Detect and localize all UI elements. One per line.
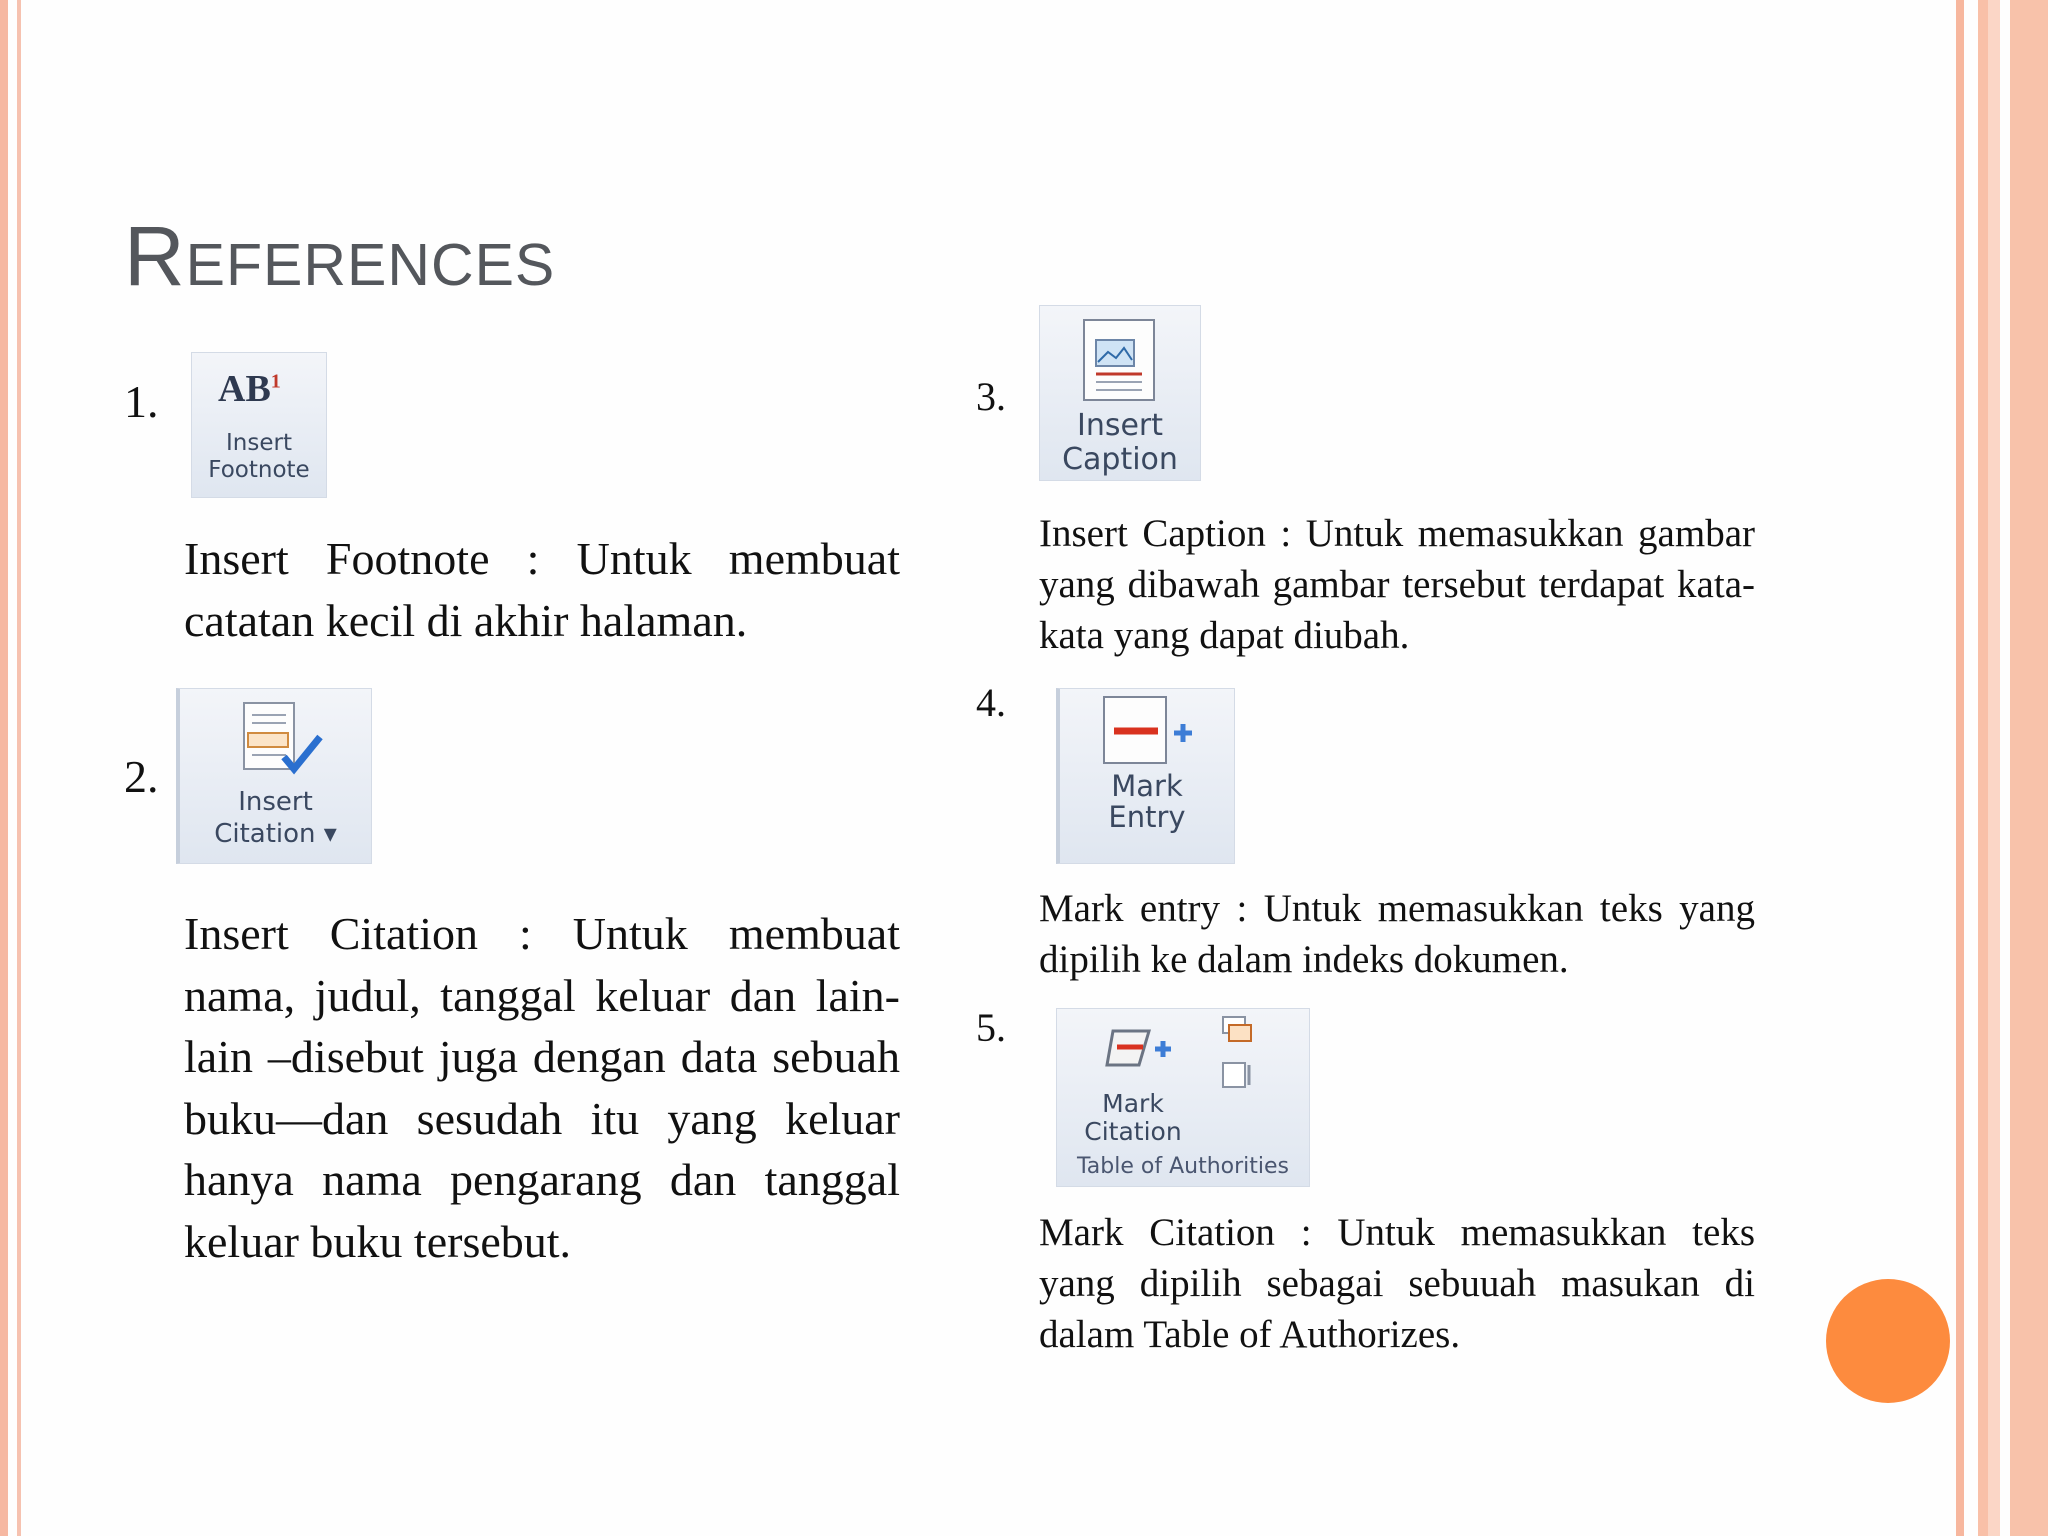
insert-citation-button[interactable] — [176, 688, 372, 864]
left-border-stripe-thin — [17, 0, 21, 1536]
insert-footnote-button[interactable] — [191, 352, 327, 498]
caption-document-icon — [1076, 314, 1166, 404]
right-border-stripe — [1956, 0, 1964, 1536]
insert-footnote-label-1: Insert — [226, 430, 292, 456]
mark-entry-label-1: Mark — [1111, 769, 1183, 803]
item-number: 2. — [124, 751, 159, 802]
insert-caption-label-1: Insert — [1076, 408, 1164, 443]
citation-document-icon — [232, 699, 332, 785]
mark-entry-icon — [1096, 693, 1206, 773]
table-of-authorities-group-label: Table of Authorities — [1077, 1154, 1289, 1179]
mark-citation-icon — [1105, 1019, 1175, 1079]
mark-entry-button[interactable] — [1056, 688, 1235, 864]
item-description: Insert Caption : Untuk memasukkan gambar yang dibawah gambar tersebut terdapat kata-kata yang dapat diubah. — [1039, 512, 1755, 657]
item-number: 3. — [976, 374, 1006, 419]
mark-citation-label-2: Citation — [1084, 1117, 1182, 1146]
mark-citation-label-1: Mark — [1102, 1089, 1164, 1118]
insert-footnote-icon: $AB^1$ — [218, 368, 281, 410]
table-of-authorities-small-icons — [1215, 1013, 1259, 1093]
right-border-stripe — [1988, 0, 2000, 1536]
right-border-stripe — [1978, 0, 1988, 1536]
left-border-stripe — [0, 0, 8, 1536]
item-description: Mark entry : Untuk memasukkan teks yang dipilih ke dalam indeks dokumen. — [1039, 887, 1755, 981]
mark-entry-label-2: Entry — [1108, 800, 1186, 834]
item-description: Insert Footnote : Untuk membuat catatan kecil di akhir halaman. — [184, 533, 900, 646]
decorative-orange-circle — [1826, 1279, 1950, 1403]
insert-citation-label-1: Insert — [238, 787, 313, 817]
item-description: Insert Citation : Untuk membuat nama, judul, tanggal keluar dan lain-lain –disebut juga dengan data sebuah buku—dan sesudah itu yang keluar hanya nama pengarang dan tanggal keluar buku tersebut. — [184, 908, 900, 1267]
item-description: Mark Citation : Untuk memasukkan teks yang dipilih sebagai sebuuah masukan di dalam Table of Authorizes. — [1039, 1211, 1755, 1356]
mark-citation-button[interactable] — [1056, 1008, 1310, 1187]
insert-footnote-label-2: Footnote — [208, 457, 310, 483]
slide-title: References — [124, 209, 556, 303]
item-number: 4. — [976, 680, 1006, 725]
right-border-band — [2010, 0, 2048, 1536]
item-number: 1. — [124, 376, 159, 427]
insert-citation-label-2: Citation ▾ — [214, 819, 337, 849]
item-number: 5. — [976, 1005, 1006, 1050]
insert-caption-button[interactable] — [1039, 305, 1201, 481]
insert-caption-label-2: Caption — [1062, 442, 1178, 477]
